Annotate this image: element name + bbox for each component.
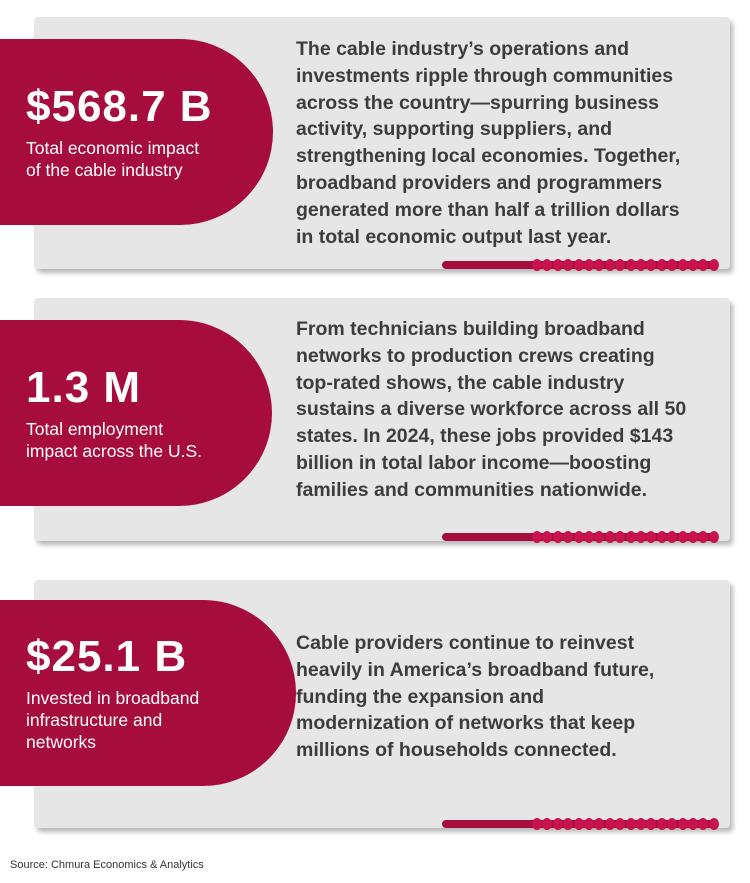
source-note: Source: Chmura Economics & Analytics bbox=[10, 859, 204, 871]
decorative-dot bbox=[709, 531, 719, 543]
decorative-dot bbox=[574, 818, 584, 830]
decorative-dot bbox=[615, 531, 625, 543]
decorative-dot bbox=[636, 259, 646, 271]
stat-highlight bbox=[0, 320, 272, 506]
decorative-dot bbox=[678, 259, 688, 271]
decorative-dot bbox=[636, 531, 646, 543]
decorative-dot bbox=[574, 531, 584, 543]
decorative-dot-bar bbox=[442, 531, 720, 543]
decorative-dot bbox=[584, 818, 594, 830]
decorative-dot-bar bbox=[442, 818, 720, 830]
decorative-dot bbox=[553, 259, 563, 271]
decorative-dot bbox=[657, 531, 667, 543]
decorative-dot bbox=[626, 818, 636, 830]
decorative-dot bbox=[626, 531, 636, 543]
decorative-dot bbox=[646, 531, 656, 543]
decorative-dot-bar bbox=[442, 259, 720, 271]
stat-highlight bbox=[0, 39, 273, 225]
decorative-dot bbox=[667, 259, 677, 271]
decorative-dot bbox=[615, 818, 625, 830]
stat-label: Total employment impact across the U.S. bbox=[26, 419, 203, 461]
decorative-dot bbox=[657, 818, 667, 830]
decorative-dot bbox=[626, 259, 636, 271]
decorative-dot bbox=[584, 531, 594, 543]
decorative-dot bbox=[646, 259, 656, 271]
decorative-dot bbox=[563, 531, 573, 543]
decorative-dot bbox=[553, 818, 563, 830]
stat-label: Invested in broadband infrastructure and networks bbox=[26, 688, 200, 752]
decorative-dot bbox=[594, 818, 604, 830]
decorative-dot bbox=[574, 259, 584, 271]
decorative-dot bbox=[542, 818, 552, 830]
decorative-dot bbox=[532, 259, 542, 271]
decorative-dot bbox=[553, 531, 563, 543]
stat-value: $568.7 B bbox=[26, 82, 213, 131]
stat-card-broadband-investment bbox=[26, 580, 730, 828]
stat-description: Cable providers continue to reinvest heavily in America’s broadband future, funding the expansion and modernization of networks that keep millions of households connected. bbox=[296, 632, 655, 762]
decorative-dot bbox=[709, 818, 719, 830]
decorative-dot bbox=[646, 818, 656, 830]
decorative-dot bbox=[615, 259, 625, 271]
decorative-dot bbox=[584, 259, 594, 271]
decorative-dot bbox=[563, 818, 573, 830]
decorative-dot bbox=[594, 259, 604, 271]
decorative-dot bbox=[605, 531, 615, 543]
decorative-dot bbox=[542, 259, 552, 271]
stat-card-employment bbox=[26, 298, 730, 541]
stat-highlight bbox=[0, 600, 296, 786]
decorative-dot bbox=[688, 818, 698, 830]
stat-label: Total economic impact of the cable industry bbox=[26, 138, 200, 180]
decorative-dot bbox=[698, 531, 708, 543]
decorative-dot bbox=[636, 818, 646, 830]
stat-description: From technicians building broadband networks to production crews creating top-rated shows, the cable industry sustains a diverse workforce across all 50 states. In 2024, these jobs provided $143 billion in total labor income—boosting families and communities nationwide. bbox=[296, 318, 687, 501]
decorative-dot bbox=[698, 818, 708, 830]
decorative-dot bbox=[678, 531, 688, 543]
decorative-dot bbox=[594, 531, 604, 543]
decorative-dot bbox=[667, 818, 677, 830]
stat-description: The cable industry’s operations and investments ripple through communities across the country—spurring business activity, supporting suppliers, and strengthening local economies. Together, broadband providers and programmers generated more than half a trillion dollars in total economic output last year. bbox=[296, 38, 681, 248]
decorative-dot bbox=[688, 531, 698, 543]
decorative-dot bbox=[678, 818, 688, 830]
decorative-dot bbox=[709, 259, 719, 271]
decorative-dot bbox=[605, 259, 615, 271]
decorative-dot bbox=[532, 818, 542, 830]
decorative-dot bbox=[605, 818, 615, 830]
decorative-dot bbox=[563, 259, 573, 271]
decorative-dot bbox=[698, 259, 708, 271]
decorative-dot bbox=[542, 531, 552, 543]
decorative-dot bbox=[657, 259, 667, 271]
stat-card-economic-impact bbox=[26, 17, 730, 269]
decorative-dot bbox=[667, 531, 677, 543]
decorative-dot bbox=[688, 259, 698, 271]
stat-value: $25.1 B bbox=[26, 632, 188, 681]
decorative-dot bbox=[532, 531, 542, 543]
stat-value: 1.3 M bbox=[26, 363, 142, 412]
